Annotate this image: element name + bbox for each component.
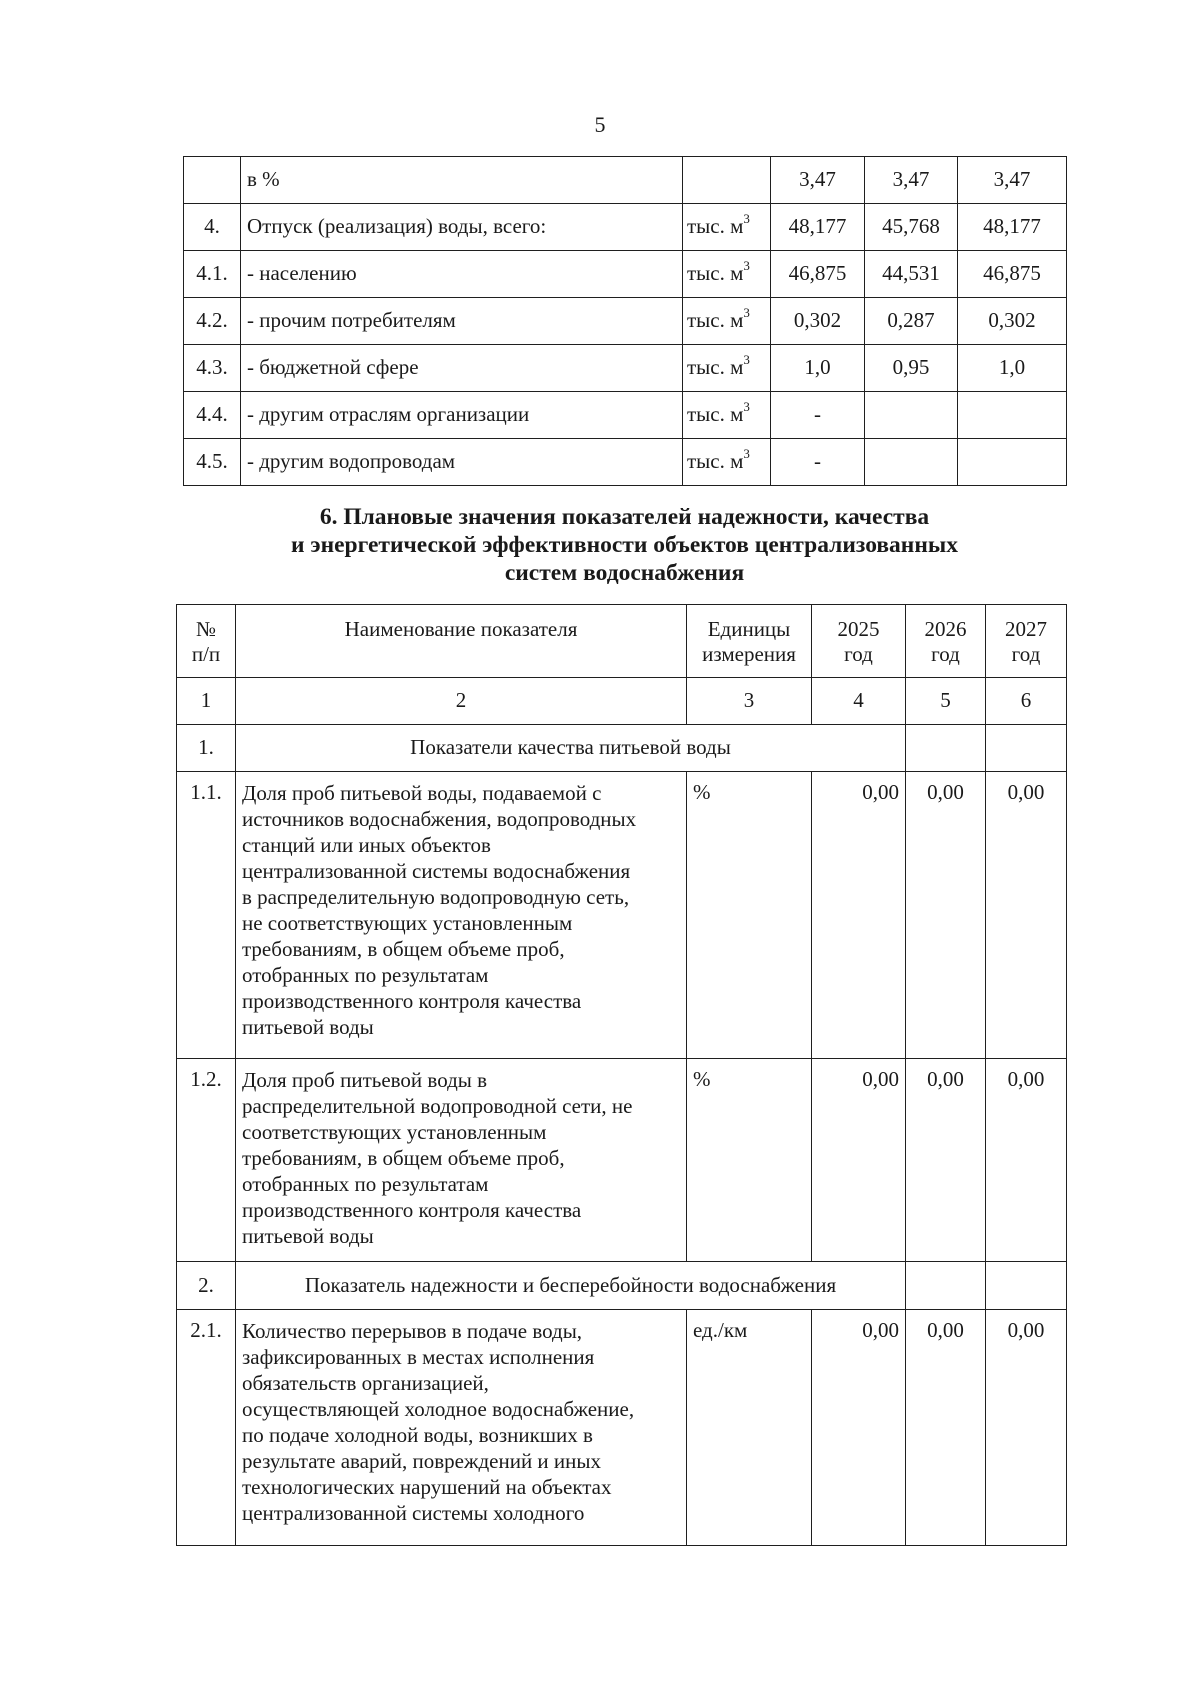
value-cell: 0,287 — [865, 298, 958, 345]
indicator-row — [177, 1310, 1067, 1546]
group-num: 1. — [177, 725, 236, 772]
table-row — [184, 157, 1067, 204]
column-number: 2 — [236, 678, 687, 725]
header-year-2-value: 2026 — [924, 617, 967, 641]
header-num — [177, 605, 236, 678]
indicator-description — [236, 1310, 687, 1546]
description-line: Доля проб питьевой воды, подаваемой с — [242, 781, 602, 805]
column-number: 3 — [687, 678, 812, 725]
value-cell: 1,0 — [771, 345, 865, 392]
description-line: результате аварий, повреждений и иных — [242, 1449, 602, 1473]
unit-cell — [683, 251, 771, 298]
header-year-2 — [906, 605, 986, 678]
water-supply-table — [183, 156, 1067, 486]
value-cell: 45,768 — [865, 204, 958, 251]
column-number: 5 — [906, 678, 986, 725]
section-title-line2: и энергетической эффективности объектов централизованных — [291, 532, 958, 558]
table-row — [184, 298, 1067, 345]
value-2025: 0,00 — [812, 1059, 906, 1262]
description-line: централизованной системы водоснабжения — [242, 859, 631, 883]
row-num: 2.1. — [177, 1310, 236, 1546]
indicator-row — [177, 1059, 1067, 1262]
unit-cell — [683, 157, 771, 204]
section-title — [183, 503, 1066, 587]
description-line: осуществляющей холодное водоснабжение, — [242, 1397, 635, 1421]
table-header-row — [177, 605, 1067, 678]
header-num-line2: п/п — [191, 642, 221, 667]
row-num: 4.3. — [184, 345, 241, 392]
row-num: 1.1. — [177, 772, 236, 1059]
header-year-1-value: 2025 — [837, 617, 880, 641]
value-2027: 0,00 — [986, 1059, 1067, 1262]
description-line: производственного контроля качества — [242, 1198, 582, 1222]
unit-superscript: 3 — [743, 399, 750, 415]
unit-text: тыс. м — [687, 214, 744, 239]
group-row — [177, 1262, 1067, 1310]
unit-text: тыс. м — [687, 261, 744, 286]
header-unit-line2: измерения — [702, 642, 796, 667]
description-line: не соответствующих установленным — [242, 911, 573, 935]
empty-cell — [986, 725, 1067, 772]
description-line: соответствующих установленным — [242, 1120, 547, 1144]
row-num: 4.2. — [184, 298, 241, 345]
table-row — [184, 204, 1067, 251]
group-row — [177, 725, 1067, 772]
header-year-1 — [812, 605, 906, 678]
value-cell: 48,177 — [771, 204, 865, 251]
value-cell: 46,875 — [771, 251, 865, 298]
description-line: технологических нарушений на объектах — [242, 1475, 612, 1499]
value-cell: 3,47 — [865, 157, 958, 204]
table-row — [184, 392, 1067, 439]
unit-cell — [683, 204, 771, 251]
unit-cell: % — [687, 1059, 812, 1262]
value-cell — [865, 439, 958, 486]
description-line: Количество перерывов в подаче воды, — [242, 1319, 583, 1343]
unit-text: тыс. м — [687, 355, 744, 380]
row-num: 4.4. — [184, 392, 241, 439]
empty-cell — [986, 1262, 1067, 1310]
description-line: производственного контроля качества — [242, 989, 582, 1013]
group-title: Показатель надежности и бесперебойности водоснабжения — [236, 1262, 906, 1310]
description-line: Доля проб питьевой воды в — [242, 1068, 488, 1092]
page-number: 5 — [594, 112, 606, 137]
column-number: 4 — [812, 678, 906, 725]
description-line: питьевой воды — [242, 1015, 374, 1039]
value-cell: 1,0 — [958, 345, 1067, 392]
row-name: Отпуск (реализация) воды, всего: — [241, 204, 683, 251]
indicator-description — [236, 772, 687, 1059]
table-row — [184, 439, 1067, 486]
value-cell: 0,302 — [958, 298, 1067, 345]
value-cell — [958, 392, 1067, 439]
value-2027: 0,00 — [986, 1310, 1067, 1546]
description-line: отобранных по результатам — [242, 1172, 489, 1196]
unit-cell — [683, 345, 771, 392]
column-number: 6 — [986, 678, 1067, 725]
value-cell: 44,531 — [865, 251, 958, 298]
unit-superscript: 3 — [743, 258, 750, 274]
group-num: 2. — [177, 1262, 236, 1310]
row-name: - другим водопроводам — [241, 439, 683, 486]
value-cell: 3,47 — [958, 157, 1067, 204]
description-line: отобранных по результатам — [242, 963, 489, 987]
value-cell: 0,302 — [771, 298, 865, 345]
description-line: требованиям, в общем объеме проб, — [242, 1146, 565, 1170]
unit-cell — [683, 298, 771, 345]
row-name: в % — [241, 157, 683, 204]
unit-superscript: 3 — [743, 352, 750, 368]
description-line: требованиям, в общем объеме проб, — [242, 937, 565, 961]
description-line: источников водоснабжения, водопроводных — [242, 807, 637, 831]
unit-text: тыс. м — [687, 449, 744, 474]
header-year-3-value: 2027 — [1005, 617, 1047, 641]
header-year-1-label: год — [844, 642, 873, 667]
description-line: станций или иных объектов — [242, 833, 491, 857]
value-2025: 0,00 — [812, 1310, 906, 1546]
table-row — [184, 251, 1067, 298]
unit-cell — [683, 439, 771, 486]
empty-cell — [906, 725, 986, 772]
unit-text: тыс. м — [687, 402, 744, 427]
header-name — [236, 605, 687, 678]
column-number-row — [177, 678, 1067, 725]
header-year-3 — [986, 605, 1067, 678]
header-unit-line1: Единицы — [707, 617, 791, 641]
water-supply-table-body — [184, 157, 1067, 486]
description-line: распределительной водопроводной сети, не — [242, 1094, 633, 1118]
table-row — [184, 345, 1067, 392]
indicator-row — [177, 772, 1067, 1059]
row-num — [184, 157, 241, 204]
value-2025: 0,00 — [812, 772, 906, 1059]
value-cell: 0,95 — [865, 345, 958, 392]
value-2026: 0,00 — [906, 1059, 986, 1262]
unit-superscript: 3 — [743, 446, 750, 462]
unit-cell: % — [687, 772, 812, 1059]
value-cell — [958, 439, 1067, 486]
header-num-line1: № — [195, 617, 217, 641]
section-title-line3: систем водоснабжения — [504, 560, 745, 586]
row-name: - бюджетной сфере — [241, 345, 683, 392]
empty-cell — [906, 1262, 986, 1310]
value-2027: 0,00 — [986, 772, 1067, 1059]
value-2026: 0,00 — [906, 772, 986, 1059]
row-num: 1.2. — [177, 1059, 236, 1262]
description-line: по подаче холодной воды, возникших в — [242, 1423, 593, 1447]
value-cell: 3,47 — [771, 157, 865, 204]
description-line: централизованной системы холодного — [242, 1501, 585, 1525]
row-name: - прочим потребителям — [241, 298, 683, 345]
indicator-description — [236, 1059, 687, 1262]
header-name-text: Наименование показателя — [344, 617, 578, 641]
value-cell: - — [771, 392, 865, 439]
indicators-table — [176, 604, 1067, 1546]
unit-cell: ед./км — [687, 1310, 812, 1546]
description-line: зафиксированных в местах исполнения — [242, 1345, 595, 1369]
description-line: в распределительную водопроводную сеть, — [242, 885, 630, 909]
value-2026: 0,00 — [906, 1310, 986, 1546]
value-cell — [865, 392, 958, 439]
unit-cell — [683, 392, 771, 439]
header-unit — [687, 605, 812, 678]
row-num: 4.1. — [184, 251, 241, 298]
header-year-2-label: год — [931, 642, 960, 667]
unit-superscript: 3 — [743, 305, 750, 321]
row-num: 4. — [184, 204, 241, 251]
value-cell: 46,875 — [958, 251, 1067, 298]
column-number: 1 — [177, 678, 236, 725]
unit-superscript: 3 — [743, 211, 750, 227]
row-name: - другим отраслям организации — [241, 392, 683, 439]
unit-text: тыс. м — [687, 308, 744, 333]
group-title: Показатели качества питьевой воды — [236, 725, 906, 772]
row-num: 4.5. — [184, 439, 241, 486]
value-cell: - — [771, 439, 865, 486]
section-title-line1: 6. Плановые значения показателей надежности, качества — [319, 504, 930, 530]
header-year-3-label: год — [1011, 642, 1041, 667]
description-line: питьевой воды — [242, 1224, 374, 1248]
value-cell: 48,177 — [958, 204, 1067, 251]
description-line: обязательств организацией, — [242, 1371, 489, 1395]
row-name: - населению — [241, 251, 683, 298]
